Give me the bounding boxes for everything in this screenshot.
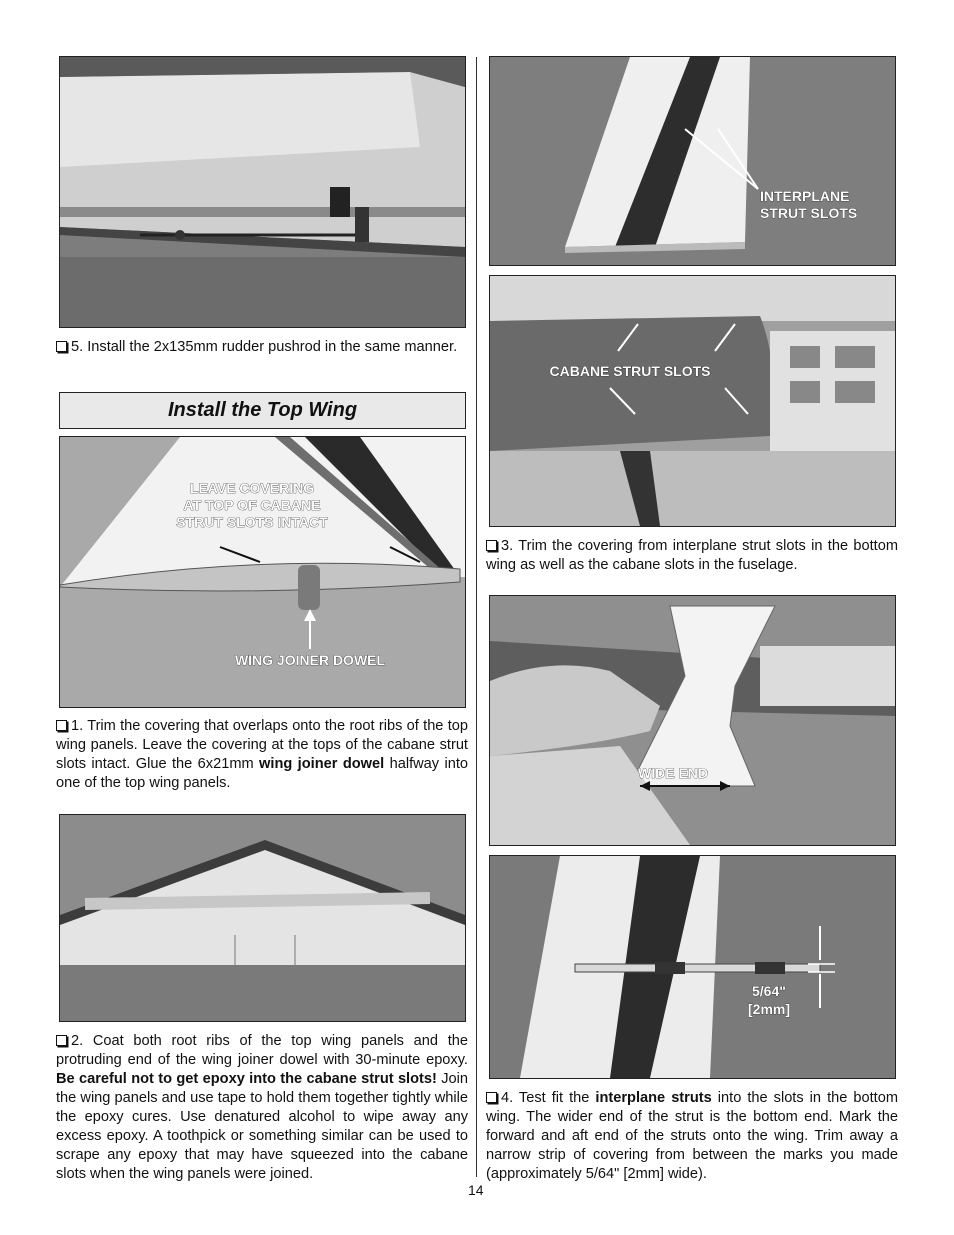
section-title: Install the Top Wing [167, 399, 358, 421]
column-divider [476, 57, 477, 1177]
label-interplane: INTERPLANE [760, 188, 850, 204]
checkbox-icon[interactable] [486, 540, 497, 551]
section-header [59, 392, 466, 429]
photo-strut-wide-end [489, 595, 896, 846]
label-leave-covering-1: LEAVE COVERING [189, 480, 315, 496]
photo-strut-slot-width [489, 855, 896, 1079]
step-1-text: 1. Trim the covering that overlaps onto the root ribs of the top wing panels. Leave the covering at the tops of the cabane strut slots intact. Glue the 6x21mm wing joiner dowel halfway into one of the top wing panels. [56, 718, 469, 791]
label-5-64: 5/64" [752, 983, 786, 999]
photo-top-wing-root [59, 436, 466, 708]
label-cabane-strut-slots: CABANE STRUT SLOTS [549, 363, 711, 379]
checkbox-icon[interactable] [486, 1092, 497, 1103]
label-2mm: [2mm] [748, 1001, 791, 1017]
photo-rudder-pushrod [59, 56, 466, 328]
step-2-text: 2. Coat both root ribs of the top wing panels and the protruding end of the wing joiner dowel with 30-minute epoxy. Be careful not to get epoxy into the cabane strut slots! Join the wing panels and use tape to hold them together tightly while the epoxy cures. Use denatured alcohol to wipe away any excess epoxy. A toothpick or something similar can be used to scrape any epoxy that may have squeezed into the cabane slots when the wing panels were joined. [56, 1033, 469, 1182]
page-number: 14 [468, 1182, 484, 1198]
step-3-text: 3. Trim the covering from interplane strut slots in the bottom wing as well as the cabane slots in the fuselage. [486, 538, 898, 573]
step-5-text: 5. Install the 2x135mm rudder pushrod in the same manner. [56, 338, 468, 357]
checkbox-icon[interactable] [56, 1035, 67, 1046]
label-wide-end: WIDE END [638, 765, 708, 781]
label-leave-covering-3: STRUT SLOTS INTACT [176, 514, 328, 530]
photo-interplane-strut-slots [489, 56, 896, 266]
label-strut-slots: STRUT SLOTS [760, 205, 858, 221]
checkbox-icon[interactable] [56, 341, 67, 352]
step-4-text: 4. Test fit the interplane struts into the slots in the bottom wing. The wider end of the strut is the bottom end. Mark the forward and aft end of the struts onto the wing. Trim away a narrow strip of covering from between the marks you made (approximately 5/64" [2mm] wide). [486, 1090, 899, 1182]
photo-joined-wing [59, 814, 466, 1022]
label-wing-joiner-dowel: WING JOINER DOWEL [234, 652, 386, 668]
checkbox-icon[interactable] [56, 720, 67, 731]
label-leave-covering-2: AT TOP OF CABANE [183, 497, 321, 513]
photo-cabane-strut-slots [489, 275, 896, 527]
